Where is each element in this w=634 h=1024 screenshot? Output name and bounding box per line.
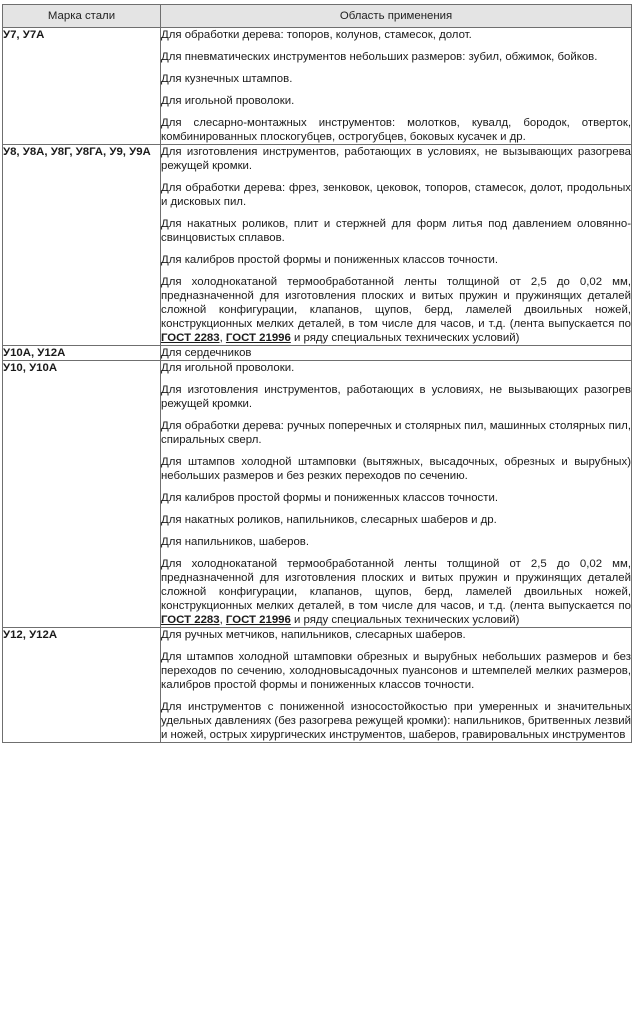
- steel-grade-text: У8, У8А, У8Г, У8ГА, У9, У9А: [3, 146, 151, 158]
- table-row: [3, 28, 632, 145]
- application-item: Для инструментов с пониженной износостойкостью при умеренных и значительных удельных давлениях (без разогрева режущей кромки): напильников, бритвенных лезвий и ножей, острых хирургических инструментов, шаберов, гравировальных инструментов: [161, 701, 631, 741]
- tape-text: Для холоднокатаной термообработанной ленты толщиной от 2,5 до 0,02 мм, предназначенной для изготовления плоских и витых пружин и пружинящих деталей сложной конфигурации, клапанов, щупов, берд, ламелей двоильных ножей, конструкционных мелких деталей, в том числе для часов, и т.д. (лента выпускается по: [161, 558, 631, 612]
- table-row: [3, 145, 632, 346]
- header-application-area: Область применения: [161, 5, 632, 28]
- application-item: Для ручных метчиков, напильников, слесарных шаберов.: [161, 629, 466, 641]
- steel-grade-cell: У12, У12А: [3, 628, 161, 743]
- gost-2283-link[interactable]: ГОСТ 2283: [161, 332, 220, 344]
- application-item-tape: [161, 275, 631, 345]
- steel-application-table: [2, 4, 632, 743]
- application-item: Для накатных роликов, плит и стержней для форм литья под давлением оловянно-свинцовистых сплавов.: [161, 218, 631, 244]
- application-item: Для пневматических инструментов небольших размеров: зубил, обжимок, бойков.: [161, 51, 598, 63]
- gost-2283-link[interactable]: ГОСТ 2283: [161, 614, 220, 626]
- steel-grade-cell: [3, 145, 161, 346]
- application-item: Для калибров простой формы и пониженных классов точности.: [161, 492, 498, 504]
- application-cell: [161, 346, 632, 361]
- application-item: Для игольной проволоки.: [161, 362, 295, 374]
- application-item: Для штампов холодной штамповки (вытяжных, высадочных, обрезных и вырубных) небольших размеров и без резких переходов по сечению.: [161, 456, 631, 482]
- application-item: Для калибров простой формы и пониженных классов точности.: [161, 254, 498, 266]
- application-item: Для накатных роликов, напильников, слесарных шаберов и др.: [161, 514, 497, 526]
- header-steel-grade: Марка стали: [3, 5, 161, 28]
- application-item: Для игольной проволоки.: [161, 95, 295, 107]
- steel-grade-cell: У10А, У12А: [3, 346, 161, 361]
- application-cell: [161, 628, 632, 743]
- application-item-tape: [161, 557, 631, 627]
- steel-grade-cell: У10, У10А: [3, 361, 161, 628]
- table-row: [3, 361, 632, 628]
- application-item: Для штампов холодной штамповки обрезных и вырубных небольших размеров и без переходов по сечению, холодновысадочных пуансонов и штемпелей мелких размеров, калибров простой формы и пониженных классов точности.: [161, 651, 631, 691]
- application-item: Для слесарно-монтажных инструментов: молотков, кувалд, бородок, отверток, комбинированных плоскогубцев, острогубцев, боковых кусачек и др.: [161, 117, 631, 143]
- tape-text: Для холоднокатаной термообработанной ленты толщиной от 2,5 до 0,02 мм, предназначенной для изготовления плоских и витых пружин и пружинящих деталей сложной конфигурации, клапанов, щупов, берд, ламелей двоильных ножей, конструкционных мелких деталей, в том числе для часов, и т.д. (лента выпускается по: [161, 276, 631, 330]
- gost-21996-link[interactable]: ГОСТ 21996: [225, 614, 291, 626]
- table-header-row: [3, 5, 632, 28]
- tape-text-end: и ряду специальных технических условий): [290, 332, 520, 344]
- application-item: Для напильников, шаберов.: [161, 536, 310, 548]
- tape-text-end: и ряду специальных технических условий): [290, 614, 520, 626]
- steel-grade-cell: У7, У7А: [3, 28, 161, 145]
- application-item: Для обработки дерева: топоров, колунов, стамесок, долот.: [161, 29, 472, 41]
- application-cell: [161, 361, 632, 628]
- application-item: Для изготовления инструментов, работающих в условиях, не вызывающих разогрева режущей кромки.: [161, 146, 631, 172]
- table-row: [3, 628, 632, 743]
- application-cell: [161, 145, 632, 346]
- table-row: [3, 346, 632, 361]
- tape-separator: ,: [219, 332, 226, 344]
- application-item: Для кузнечных штампов.: [161, 73, 293, 85]
- application-cell: [161, 28, 632, 145]
- application-item: Для обработки дерева: фрез, зенковок, цековок, топоров, стамесок, долот, продольных и дисковых пил.: [161, 182, 631, 208]
- application-item: Для изготовления инструментов, работающих в условиях, не вызывающих разогрев режущей кромки.: [161, 384, 631, 410]
- application-item: Для обработки дерева: ручных поперечных и столярных пил, машинных столярных пил, спиральных сверл.: [161, 420, 631, 446]
- gost-21996-link[interactable]: ГОСТ 21996: [225, 332, 291, 344]
- application-item: Для сердечников: [161, 347, 252, 359]
- tape-separator: ,: [219, 614, 226, 626]
